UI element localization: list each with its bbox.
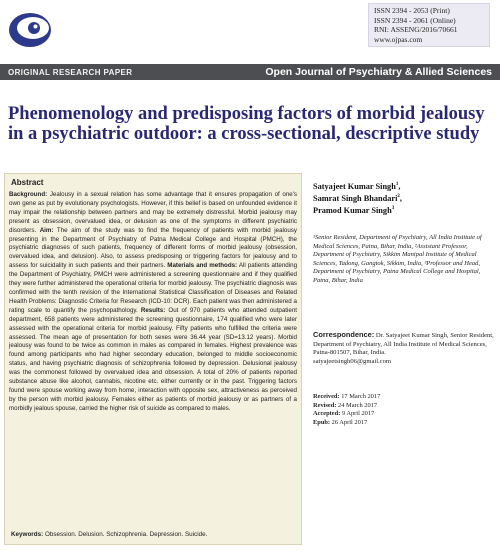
issn-online: ISSN 2394 - 2061 (Online) <box>374 15 456 25</box>
author: Samrat Singh Bhandari$^2$, <box>313 193 402 203</box>
abstract-heading: Abstract <box>11 178 44 187</box>
aim-label: Aim: <box>39 226 54 234</box>
aim-text: The aim of the study was to find the frequency of patients with morbid jealousy presenting in the Department of Psychiatry of Patna Medical College and Hospital (PMCH), the psychiatric diagnoses of such patients, frequency of different forms of morbid jealousy (obsession, overvalued idea, and delusion). Also, to assess predisposing or triggering factors for jealousy and to assess for suicidality in such patients and their partners. <box>9 226 297 270</box>
date-accepted: Accepted: 9 April 2017 <box>313 410 375 418</box>
issn-box <box>368 3 490 47</box>
keywords-text: Obsession. Delusion. Schizophrenia. Depression. Suicide. <box>43 531 208 538</box>
correspondence-text: Dr. Satyajeet Kumar Singh, Senior Resident, Department of Psychiatry, All India Institute of Medical Sciences, Patna-801507, Bihar, India. <box>313 332 494 357</box>
author: Pramod Kumar Singh$^3$ <box>313 205 395 215</box>
journal-website: www.ojpas.com <box>374 34 423 44</box>
journal-logo <box>7 10 53 50</box>
keywords-label: Keywords: <box>11 531 44 538</box>
correspondence-email[interactable]: satyajeetsingh06@gmail.com <box>313 358 392 366</box>
affiliations: ¹Senior Resident, Department of Psychiatry, All India Institute of Medical Sciences, Patna, Bihar, India, ²Assistant Professor, Department of Psychiatry, Sikkim Manipal Institute of Medical Sciences, Tadong, Gangtok, Sikkim, India, ³Professor and Head, Department of Psychiatry, Patna Medical College and Hospital, Patna, Bihar, India <box>313 234 482 284</box>
background-label: Background: <box>9 191 48 198</box>
date-epub: Epub: 26 April 2017 <box>313 419 368 427</box>
keywords <box>11 531 207 538</box>
journal-banner <box>0 64 500 80</box>
journal-name: Open Journal of Psychiatry & Allied Sciences <box>265 66 492 78</box>
abstract-text <box>9 191 297 414</box>
author: Satyajeet Kumar Singh$^1$, <box>313 181 401 191</box>
date-received: Received: 17 March 2017 <box>313 393 381 400</box>
methods-label: Materials and methods: <box>167 262 238 270</box>
correspondence-label: Correspondence: <box>313 330 375 339</box>
date-revised: Revised: 24 March 2017 <box>313 401 378 409</box>
abstract-box <box>4 173 302 545</box>
methods-text: All patients attending the Department of Psychiatry, PMCH were administered a screening questionnaire and if they qualified they were further administered the operational criteria for morbid jealousy. The psychiatric diagnosis was confirmed with the tenth revision of the International Statistical Classification of Diseases and Related Health Problems: Diagnostic Criteria for Research (ICD-10: DCR). Each patient was then administered a rating scale to quantify the psychopathology. <box>9 262 298 314</box>
paper-title: Phenomenology and predisposing factors of morbid jealousy in a psychiatric outdoor: a cross-sectional, descriptive study <box>8 104 485 144</box>
author-list <box>313 180 495 215</box>
issn-print: ISSN 2394 - 2053 (Print) <box>374 6 450 15</box>
correspondence <box>313 331 495 367</box>
results-text: Out of 970 patients who attended outpatient department, 658 patients were administered the screening questionnaire, 174 qualified who were later assessed with the operational criteria for morbid jealousy. Fifty patients who fulfilled the criteria were assessed. The mean age of presentation for both sexes were 36.44 year (SD=13.12 years). Morbid jealousy was found to be twice as common in males as compared in females. Highest prevalence was found among participants who had higher secondary education, belonged to middle socioeconomic status, and having psychiatric diagnosis of schizophrenia followed by depression. Delusional jealousy was the commonest followed by overvalued idea and obsession. A total of 20% of patients reported substance abuse like alcohol, cannabis, nicotine etc. either currently or in the past. Triggering factors found were spouse working away from home, interaction with opposite sex, attractiveness as perceived by the person with morbid jealousy. Females either as patients of morbid jealousy or as partners of a morbidly jealous spouse, carried the higher risk of suicide as compared to males. <box>9 306 297 412</box>
article-dates <box>313 393 495 428</box>
background-text: Jealousy in a sexual relation has some advantage that it ensures propagation of one's own gene as put by evolutionary psychologists. However, if this belief is based on unfounded evidence it may impair the relationship between partners and may be extremely distressful. Morbid jealousy may present as obsession, overvalued idea, or delusion as one of the symptoms in different psychiatric disorders. <box>9 191 297 234</box>
rni-number: RNI: ASSENG/2016/70661 <box>374 25 458 35</box>
article-type: ORIGINAL RESEARCH PAPER <box>8 67 133 77</box>
results-label: Results: <box>140 306 166 314</box>
